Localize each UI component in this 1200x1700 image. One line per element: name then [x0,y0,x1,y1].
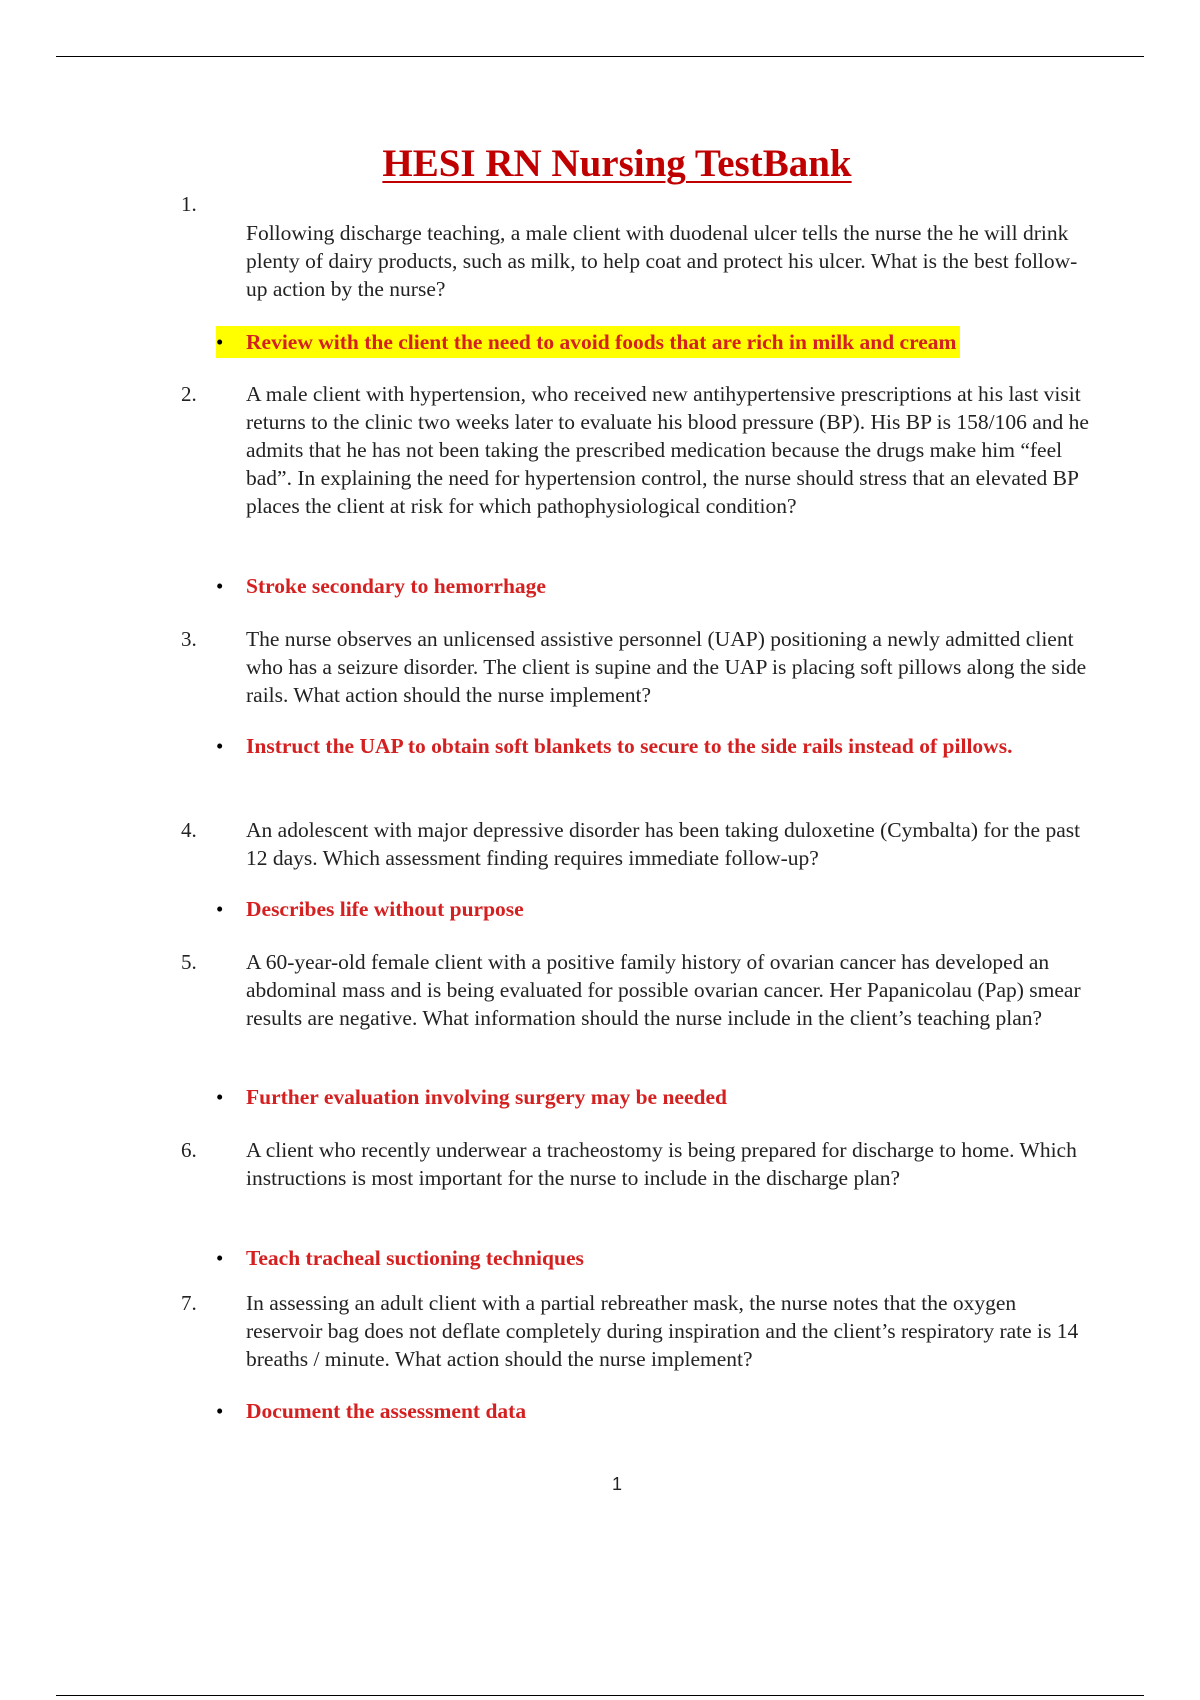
question-number: 4. [181,818,197,842]
page-number: 1 [611,1474,622,1494]
bullet-icon: • [216,897,224,921]
answer-text: Describes life without purpose [246,897,524,921]
answer-text: Instruct the UAP to obtain soft blankets to secure to the side rails instead of pillows. [246,734,1013,758]
bullet-icon: • [216,1085,224,1109]
question-number: 5. [181,950,197,974]
answer-text: Stroke secondary to hemorrhage [246,574,546,598]
document-title: HESI RN Nursing TestBank [382,142,852,185]
bullet-icon: • [216,734,224,758]
question-text: An adolescent with major depressive disorder has been taking duloxetine (Cymbalta) for the past 12 days. Which assessment finding requires immediate follow-up? [246,818,1081,870]
question-text: In assessing an adult client with a partial rebreather mask, the nurse notes that the oxygen reservoir bag does not deflate completely during inspiration and the client’s respiratory rate is 14 breaths / minute. What action should the nurse implement? [246,1291,1079,1371]
answer-item [216,730,1066,762]
question-number: 2. [181,382,197,406]
question-number: 6. [181,1138,197,1162]
question-number: 7. [181,1291,197,1315]
answer-item [216,1081,727,1113]
header-rule [56,56,1144,57]
question-text: A male client with hypertension, who received new antihypertensive prescriptions at his last visit returns to the clinic two weeks later to evaluate his blood pressure (BP). His BP is 158/106 and he admits that he has not been taking the prescribed medication because the drugs make him “feel bad”. In explaining the need for hypertension control, the nurse should stress that an elevated BP places the client at risk for which pathophysiological condition? [246,382,1089,518]
question-number: 1. [181,192,197,216]
answer-text: Teach tracheal suctioning techniques [246,1246,584,1270]
question-text: A 60-year-old female client with a positive family history of ovarian cancer has developed an abdominal mass and is being evaluated for possible ovarian cancer. Her Papanicolau (Pap) smear results are negative. What information should the nurse include in the client’s teaching plan? [246,950,1081,1030]
question-text: A client who recently underwear a tracheostomy is being prepared for discharge to home. Which instructions is most important for the nurse to include in the discharge plan? [246,1138,1077,1190]
answer-item [216,326,960,358]
question-text: Following discharge teaching, a male client with duodenal ulcer tells the nurse the he will drink plenty of dairy products, such as milk, to help coat and protect his ulcer. What is the best follow-up action by the nurse? [246,221,1078,301]
question-number: 3. [181,627,197,651]
answer-item [216,570,546,602]
bullet-icon: • [216,330,224,354]
footer-rule [56,1695,1144,1696]
answer-item [216,893,524,925]
bullet-icon: • [216,574,224,598]
answer-text: Document the assessment data [246,1399,527,1423]
answer-item [216,1242,584,1274]
question-text: The nurse observes an unlicensed assistive personnel (UAP) positioning a newly admitted client who has a seizure disorder. The client is supine and the UAP is placing soft pillows along the side rails. What action should the nurse implement? [246,627,1087,707]
bullet-icon: • [216,1399,224,1423]
answer-text: Further evaluation involving surgery may be needed [246,1085,727,1109]
answer-item [216,1395,526,1427]
bullet-icon: • [216,1246,224,1270]
answer-text: Review with the client the need to avoid foods that are rich in milk and cream [246,330,957,354]
